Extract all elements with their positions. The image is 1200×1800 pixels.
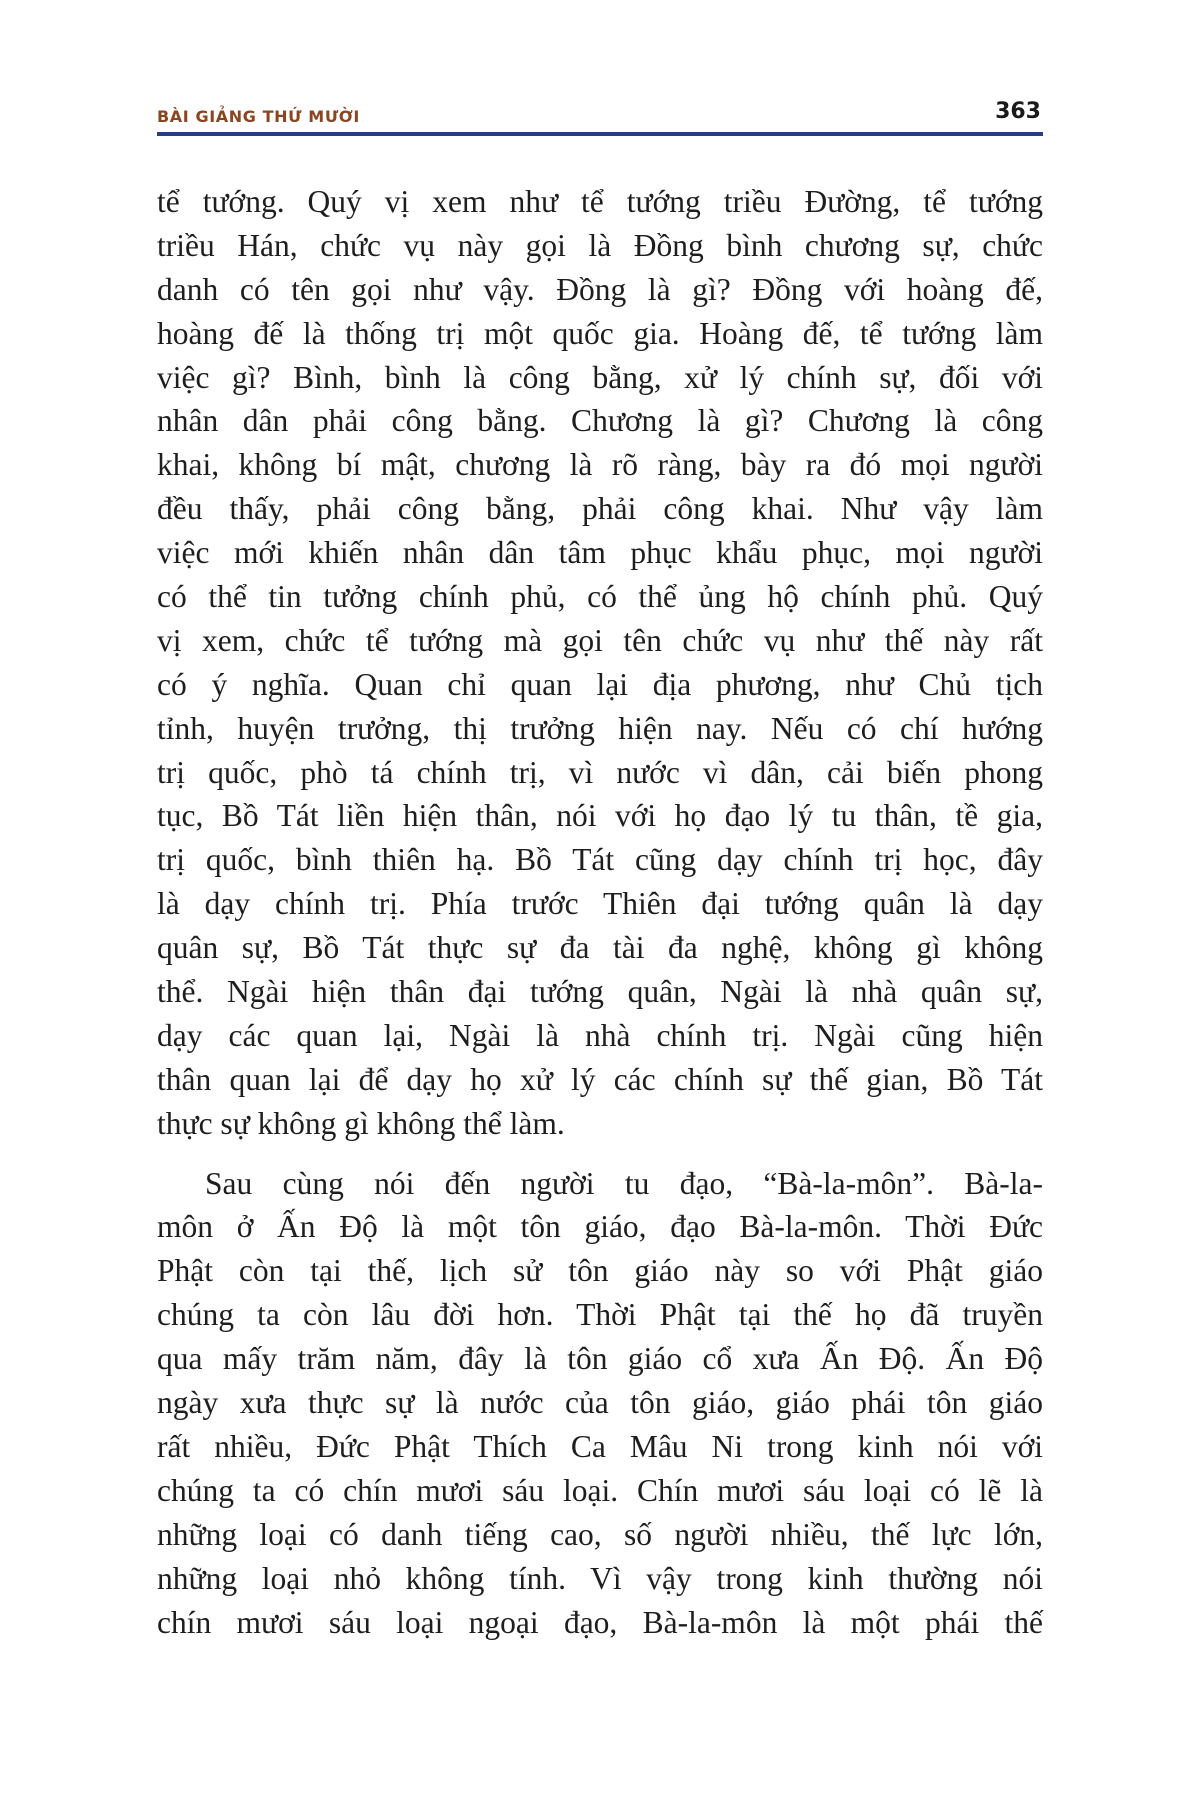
text-line: những loại nhỏ không tính. Vì vậy trong kinh thường nói bbox=[157, 1560, 1043, 1596]
text-line: tể tướng. Quý vị xem như tể tướng triều Đường, tể tướng bbox=[157, 184, 1043, 219]
paragraph-2 bbox=[157, 1162, 1043, 1645]
text-line: việc mới khiến nhân dân tâm phục khẩu phục, mọi người bbox=[157, 535, 1043, 571]
text-line: thân quan lại để dạy họ xử lý các chính sự thế gian, Bồ Tát bbox=[157, 1061, 1043, 1097]
header-rule bbox=[157, 132, 1043, 136]
body-text bbox=[157, 180, 1043, 1644]
text-line: những loại có danh tiếng cao, số người nhiều, thế lực lớn, bbox=[157, 1516, 1043, 1552]
text-line: nhân dân phải công bằng. Chương là gì? Chương là công bbox=[157, 403, 1043, 439]
text-line: là dạy chính trị. Phía trước Thiên đại tướng quân là dạy bbox=[157, 886, 1043, 922]
text-line: trị quốc, phò tá chính trị, vì nước vì dân, cải biến phong bbox=[157, 754, 1043, 790]
text-line: rất nhiều, Đức Phật Thích Ca Mâu Ni trong kinh nói với bbox=[157, 1428, 1043, 1464]
page-number: 363 bbox=[995, 99, 1041, 124]
text-line: chúng ta có chín mươi sáu loại. Chín mươi sáu loại có lẽ là bbox=[157, 1472, 1043, 1508]
text-line: đều thấy, phải công bằng, phải công khai. Như vậy làm bbox=[157, 491, 1043, 527]
running-head bbox=[157, 100, 1043, 136]
text-line: danh có tên gọi như vậy. Đồng là gì? Đồng với hoàng đế, bbox=[157, 271, 1043, 307]
text-line: dạy các quan lại, Ngài là nhà chính trị. Ngài cũng hiện bbox=[157, 1017, 1043, 1053]
text-line: khai, không bí mật, chương là rõ ràng, bày ra đó mọi người bbox=[157, 447, 1043, 483]
text-line: vị xem, chức tể tướng mà gọi tên chức vụ như thế này rất bbox=[157, 622, 1043, 658]
text-line: có thể tin tưởng chính phủ, có thể ủng hộ chính phủ. Quý bbox=[157, 579, 1043, 615]
text-line: việc gì? Bình, bình là công bằng, xử lý chính sự, đối với bbox=[157, 359, 1043, 395]
paragraph-1 bbox=[157, 180, 1043, 1146]
text-line: thực sự không gì không thể làm. bbox=[157, 1105, 565, 1141]
text-line: thể. Ngài hiện thân đại tướng quân, Ngài là nhà quân sự, bbox=[157, 974, 1043, 1010]
text-line: tỉnh, huyện trưởng, thị trưởng hiện nay. Nếu có chí hướng bbox=[157, 710, 1043, 746]
text-line: ngày xưa thực sự là nước của tôn giáo, giáo phái tôn giáo bbox=[157, 1385, 1043, 1421]
text-line: trị quốc, bình thiên hạ. Bồ Tát cũng dạy chính trị học, đây bbox=[157, 842, 1043, 878]
text-line: quân sự, Bồ Tát thực sự đa tài đa nghệ, không gì không bbox=[157, 930, 1043, 966]
text-line: qua mấy trăm năm, đây là tôn giáo cổ xưa Ấn Độ. Ấn Độ bbox=[157, 1341, 1043, 1377]
text-line: chúng ta còn lâu đời hơn. Thời Phật tại thế họ đã truyền bbox=[157, 1297, 1043, 1333]
text-line: Phật còn tại thế, lịch sử tôn giáo này so với Phật giáo bbox=[157, 1253, 1043, 1289]
chapter-title: BÀI GIẢNG THỨ MƯỜI bbox=[157, 107, 360, 126]
text-line: triều Hán, chức vụ này gọi là Đồng bình chương sự, chức bbox=[157, 227, 1043, 263]
text-line: Sau cùng nói đến người tu đạo, “Bà-la-môn”. Bà-la- bbox=[205, 1165, 1043, 1201]
text-line: có ý nghĩa. Quan chỉ quan lại địa phương, như Chủ tịch bbox=[157, 666, 1043, 702]
text-line: chín mươi sáu loại ngoại đạo, Bà-la-môn là một phái thế bbox=[157, 1604, 1043, 1640]
text-line: hoàng đế là thống trị một quốc gia. Hoàng đế, tể tướng làm bbox=[157, 315, 1043, 351]
text-line: tục, Bồ Tát liền hiện thân, nói với họ đạo lý tu thân, tề gia, bbox=[157, 798, 1043, 834]
text-line: môn ở Ấn Độ là một tôn giáo, đạo Bà-la-môn. Thời Đức bbox=[157, 1209, 1043, 1245]
